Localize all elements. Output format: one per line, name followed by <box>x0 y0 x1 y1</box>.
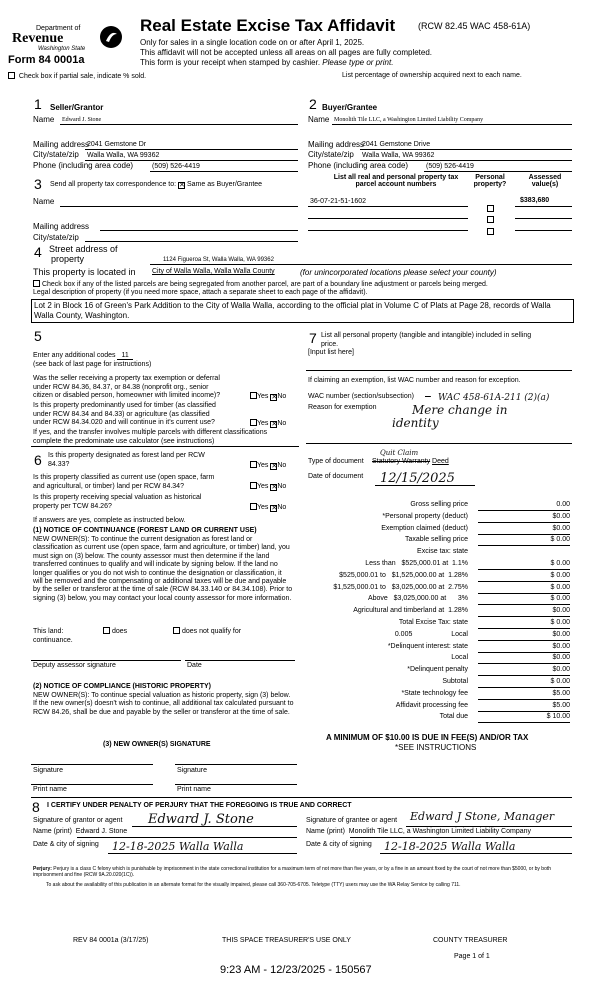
treasurer-use: THIS SPACE TREASURER'S USE ONLY <box>222 937 351 944</box>
uninc-note: (for unincorporated locations please select your county) <box>300 268 497 277</box>
q-exemption-answer: Yes ✕No <box>250 392 286 401</box>
corr-mail-label: Mailing address <box>33 222 90 231</box>
wac-struck <box>425 393 431 400</box>
land-does: does <box>103 627 127 635</box>
deputy-date-label: Date <box>187 662 202 669</box>
minimum-due-note: A MINIMUM OF $10.00 IS DUE IN FEE(S) AND/OR TAX <box>326 733 529 742</box>
notice-historic-text: NEW OWNER(S): To continue special valuation as historic property, sign (3) below. If the new owner(s) doesn't wish to continue, all additional tax calculated pursuant to RCW 84.26, shall be due and payable by the seller or transferor at the time of sale. <box>33 692 294 716</box>
legal-description-field[interactable]: Lot 2 in Block 16 of Green's Park Addition to the City of Walla Walla, according to the official plat in Volume C of Plats at Page 28, records of Walla Walla County, Washington. <box>31 299 574 323</box>
certify-text: I CERTIFY UNDER PENALTY OF PERJURY THAT THE FOREGOING IS TRUE AND CORRECT <box>47 802 352 809</box>
codes-note: (see back of last page for instructions) <box>33 361 152 368</box>
reason-field[interactable]: Mere change in identity <box>392 403 508 430</box>
header-note3: This form is your receipt when stamped by cashier. Please type or print. <box>140 58 394 67</box>
seller-title: Seller/Grantor <box>50 103 104 112</box>
calc-row-value[interactable]: $0.00 <box>478 666 570 676</box>
calc-row-label: *Delinquent interest: state <box>387 642 468 650</box>
personal-col-header: Personal property? <box>473 174 507 188</box>
exemption-note: If claiming an exemption, list WAC number and reason for exception. <box>308 377 521 384</box>
calc-row-label: Local <box>451 654 468 662</box>
calc-row-value[interactable]: $ 0.00 <box>478 536 570 546</box>
deputy-sig-label: Deputy assessor signature <box>33 662 116 669</box>
q-timber: Is this property predominantly used for timber (as classified under RCW 84.34 and 84.33) or agriculture (as classified under RCW 84.34.020 and will continue in it's current use? <box>33 402 216 426</box>
land-does-not: does not qualify for <box>173 627 241 635</box>
legal-label: Legal description of property (if you need more space, attach a separate sheet to each page of the affidavit). <box>33 289 368 296</box>
partial-sale-checkbox[interactable] <box>8 72 15 79</box>
corr-name-label: Name <box>33 197 55 206</box>
calc-row-label: Exemption claimed (deduct) <box>381 524 468 532</box>
calc-row-value[interactable]: $0.00 <box>478 654 570 664</box>
additional-codes: Enter any additional codes 11 <box>33 352 133 359</box>
parcel-number-field[interactable]: 36-07-21-51-1602 <box>310 198 367 205</box>
grantor-signature[interactable]: Edward J. Stone <box>148 812 254 827</box>
calc-row <box>300 607 570 618</box>
seller-city-field[interactable]: Walla Walla, WA 99362 <box>87 152 160 159</box>
grantee-sig-label: Signature of grantee or agent <box>306 817 398 824</box>
segregation-checkbox[interactable] <box>33 280 40 287</box>
calc-row <box>300 548 570 559</box>
personal-property-input[interactable]: [Input list here] <box>308 349 354 356</box>
calc-row <box>300 631 570 642</box>
calc-row-label: Excise tax: state <box>417 548 468 556</box>
owner-sig-label-2: Signature <box>177 767 207 774</box>
grantor-name-field[interactable]: Edward J. Stone <box>75 828 128 835</box>
land-does-not-checkbox[interactable] <box>173 627 180 634</box>
partial-sale: Check box if partial sale, indicate % sold. <box>8 72 146 80</box>
grantee-date-field[interactable]: 12-18-2025 Walla Walla <box>384 840 516 853</box>
seller-mail-label: Mailing address <box>33 140 90 149</box>
doc-type-field[interactable]: Statutory Warranty Deed <box>372 458 449 465</box>
grantee-signature[interactable]: Edward J Stone, Manager <box>410 810 555 823</box>
calc-row-value[interactable]: $0.00 <box>478 525 570 535</box>
calc-row-value[interactable]: $ 0.00 <box>478 584 570 594</box>
grantor-sig-label: Signature of grantor or agent <box>33 817 123 824</box>
calc-row-value[interactable]: $ 0.00 <box>478 595 570 605</box>
personal-property-text: List all personal property (tangible and intangible) included in selling price. <box>321 332 532 348</box>
buyer-city-label: City/state/zip <box>308 150 354 159</box>
owner-sig-label-1: Signature <box>33 767 63 774</box>
q-forest-answer: Yes ✕No <box>250 461 286 470</box>
calc-row <box>300 666 570 677</box>
calc-row-value[interactable]: $0.00 <box>478 513 570 523</box>
buyer-title: Buyer/Grantee <box>322 103 378 112</box>
personal-checkbox-3[interactable] <box>487 228 494 235</box>
calc-row-value[interactable] <box>478 548 570 557</box>
calc-row-value[interactable]: $0.00 <box>478 643 570 653</box>
buyer-mail-field[interactable]: 2041 Gemstone Drive <box>362 141 431 148</box>
buyer-name-label: Name <box>308 115 330 124</box>
owner-print-label-1: Print name <box>33 786 67 793</box>
calc-row-label: $525,000.01 to $1,525,000.00 at 1.28% <box>339 571 468 579</box>
q1-no-checkbox[interactable]: ✕ <box>271 394 278 401</box>
q2-no-checkbox[interactable]: ✕ <box>271 421 278 428</box>
calc-row-value[interactable]: $5.00 <box>478 702 570 712</box>
calc-row <box>300 713 570 724</box>
owner-print-label-2: Print name <box>177 786 211 793</box>
calc-row <box>300 584 570 595</box>
q-current-use: Is this property classified as current use (open space, farm and agricultural, or timber) land per RCW 84.34? <box>33 474 215 490</box>
corr-city-label: City/state/zip <box>33 233 79 242</box>
calc-row <box>300 643 570 654</box>
wa-logo-icon <box>100 26 122 48</box>
parcel-col-header: List all real and personal property tax parcel account numbers <box>333 174 459 188</box>
calc-row <box>300 702 570 713</box>
codes-field[interactable]: 11 <box>117 352 132 360</box>
doc-date-label: Date of document <box>308 473 364 480</box>
located-label: This property is located in <box>33 267 136 277</box>
calc-row-label: $1,525,000.01 to $3,025,000.00 at 2.75% <box>333 583 468 591</box>
calc-row-label: Gross selling price <box>410 501 468 508</box>
form-title: Real Estate Excise Tax Affidavit <box>140 16 396 35</box>
section-1-number: 1 <box>34 96 42 112</box>
q4-no-checkbox[interactable]: ✕ <box>271 484 278 491</box>
perjury-note: Perjury: Perjury is a class C felony which is punishable by imprisonment in the state correctional institution for a maximum term of not more than five years, or by a fine in an amount fixed by the court of not more than $5000, or by both imprisonment and fine (RCW 9A.20.020(1C)). <box>33 866 552 878</box>
seller-phone-field[interactable]: (509) 526-4419 <box>152 163 200 170</box>
calc-row-value[interactable]: $ 10.00 <box>478 713 570 723</box>
calc-row-value[interactable]: $0.00 <box>478 607 570 617</box>
calc-row-value[interactable]: $ 0.00 <box>478 560 570 570</box>
street-label: Street address of property <box>49 244 118 264</box>
doc-date-field[interactable]: 12/15/2025 <box>380 471 455 486</box>
calc-row-label: *State technology fee <box>401 689 468 697</box>
q-current-use-answer: Yes ✕No <box>250 482 286 491</box>
section-4-number: 4 <box>34 244 42 260</box>
calc-row <box>300 525 570 536</box>
calc-row-label: Total due <box>439 713 468 721</box>
calc-row <box>300 513 570 524</box>
calc-row <box>300 619 570 630</box>
buyer-name-field[interactable]: Monolith Tile LLC, a Washington Limited Liability Company <box>334 117 484 123</box>
q-historic-answer: Yes ✕No <box>250 503 286 512</box>
rev-number: REV 84 0001a (3/17/25) <box>73 937 149 944</box>
buyer-phone-field[interactable]: (509) 526-4419 <box>426 163 474 170</box>
header-note2: This affidavit will not be accepted unless all areas on all pages are fully completed. <box>140 48 433 57</box>
county-treasurer: COUNTY TREASURER <box>433 937 508 944</box>
dept-logo-text: Revenue <box>12 31 64 46</box>
calc-row-label: Taxable selling price <box>404 536 468 544</box>
q3-yes-checkbox[interactable] <box>250 461 257 468</box>
q5-no-checkbox[interactable]: ✕ <box>271 505 278 512</box>
q1-yes-checkbox[interactable] <box>250 392 257 399</box>
calc-row <box>300 654 570 665</box>
section-7-number: 7 <box>309 330 317 346</box>
this-land: This land: continuance. <box>33 628 73 644</box>
q4-yes-checkbox[interactable] <box>250 482 257 489</box>
q-exemption: Was the seller receiving a property tax exemption or deferral under RCW 84.36, 84.37, or 84.38 (nonprofit org., senior citizen or disabled person, homeowner with limited income)? <box>33 375 221 399</box>
grantee-name-field[interactable]: Monolith Tile LLC, a Washington Limited Liability Company <box>348 828 532 835</box>
grantor-date-field[interactable]: 12-18-2025 Walla Walla <box>112 840 244 853</box>
calc-row-value[interactable]: $5.00 <box>478 690 570 700</box>
calc-row <box>300 690 570 701</box>
tax-calc-table <box>300 501 570 726</box>
calc-row-label: Affidavit processing fee <box>395 701 468 709</box>
seller-name-label: Name <box>33 115 55 124</box>
notice-historic-title: (2) NOTICE OF COMPLIANCE (HISTORIC PROPERTY) <box>33 683 211 690</box>
wac-number-field[interactable]: WAC 458-61A-211 (2)(a) <box>438 393 550 403</box>
calc-row-value[interactable]: $ 0.00 <box>478 678 570 688</box>
grantor-name-label: Name (print) Edward J. Stone <box>33 828 128 835</box>
q-multiple-parcels: If yes, and the transfer involves multiple parcels with different classifications complete the predominate use calculator (see instructions) <box>33 429 268 445</box>
dept-line1: Department of <box>36 25 81 32</box>
notice-continuance-text: NEW OWNER(S): To continue the current designation as forest land or classification as current use (open space, farm and agriculture, or timber) land, you must sign on (3) below. The county assessor must then determine if the land transferred continues to qualify and will indicate by signing below. If the land no longer qualifies or you do not wish to continue the designation or classification, it will be removed and the compensating or additional taxes will be due and payable by the seller or transferor at the time of sale (RCW 84.33.140 or 84.34.108). Prior to signing (3) below, you may contact your local county assessor for more information. <box>33 536 293 602</box>
buyer-mail-label: Mailing address <box>308 140 365 149</box>
page-number: Page 1 of 1 <box>454 953 490 960</box>
section-2-number: 2 <box>309 96 317 112</box>
seller-city-label: City/state/zip <box>33 150 79 159</box>
calc-row <box>300 501 570 512</box>
section-6-number: 6 <box>34 452 42 468</box>
treasurer-stamp: 9:23 AM - 12/23/2025 - 150567 <box>220 964 372 976</box>
assessed-col-header: Assessed value(s) <box>528 174 562 188</box>
calc-row-value[interactable]: $ 0.00 <box>478 572 570 582</box>
doc-type-label: Type of document <box>308 458 364 465</box>
alt-format-note: To ask about the availability of this publication in an alternate format for the visually impaired, please call 360-705-6705. Teletype (TTY) users may use the WA Relay Service by calling 711. <box>46 882 461 888</box>
calc-row <box>300 572 570 583</box>
calc-row-value[interactable]: $ 0.00 <box>478 619 570 629</box>
location-select[interactable]: City of Walla Walla, Walla Walla County <box>152 268 275 275</box>
calc-row-label: 0.005 Local <box>394 630 468 638</box>
q2-yes-checkbox[interactable] <box>250 419 257 426</box>
doc-type-correction: Quit Claim <box>380 449 419 457</box>
calc-row-value[interactable]: $0.00 <box>478 631 570 641</box>
segregation-note: Check box if any of the listed parcels are being segregated from another parcel, are part of a boundary line adjustment or parcels being merged. <box>33 280 578 288</box>
form-number: Form 84 0001a <box>8 54 85 66</box>
land-does-checkbox[interactable] <box>103 627 110 634</box>
grantee-name-label: Name (print) Monolith Tile LLC, a Washington Limited Liability Company <box>306 828 532 835</box>
rcw-reference: (RCW 82.45 WAC 458-61A) <box>418 21 531 31</box>
same-as-buyer-checkbox[interactable]: ✕ <box>179 182 185 189</box>
header-note1: Only for sales in a single location code on or after April 1, 2025. <box>140 38 365 47</box>
section-3-number: 3 <box>34 176 42 192</box>
q-historic: Is this property receiving special valuation as historical property per TCW 84.26? <box>33 494 202 510</box>
answers-note: If answers are yes, complete as instructed below. <box>33 517 186 524</box>
calc-row-label: *Personal property (deduct) <box>382 512 468 520</box>
section-5-number: 5 <box>34 328 42 344</box>
dor-logo <box>8 20 128 70</box>
calc-row-label: Agricultural and timberland at 1.28% <box>353 607 468 615</box>
q5-yes-checkbox[interactable] <box>250 503 257 510</box>
grantor-date-label: Date & city of signing <box>33 841 99 848</box>
calc-row <box>300 560 570 571</box>
calc-row <box>300 678 570 689</box>
buyer-city-field[interactable]: Walla Walla, WA 99362 <box>362 152 435 159</box>
calc-row-value[interactable]: 0.00 <box>478 501 570 511</box>
seller-phone-label: Phone (including area code) <box>33 161 134 170</box>
calc-row <box>300 536 570 547</box>
assessed-value-field[interactable]: $383,680 <box>520 197 550 204</box>
buyer-phone-label: Phone (including area code) <box>308 161 409 170</box>
seller-name-field[interactable]: Edward J. Stone <box>62 117 102 123</box>
calc-row-label: Above $3,025,000.00 at 3% <box>367 595 468 603</box>
q-timber-answer: Yes ✕No <box>250 419 286 428</box>
street-address-field[interactable]: 1124 Figueroa St, Walla Walla, WA 99362 <box>163 257 274 263</box>
calc-row-label: *Delinquent penalty <box>407 666 468 674</box>
reason-label: Reason for exemption <box>308 404 377 411</box>
see-instructions: *SEE INSTRUCTIONS <box>395 743 477 752</box>
correspondence-text: Send all property tax correspondence to: ✕ Same as Buyer/Grantee <box>50 181 263 189</box>
calc-row-label: Less than $525,000.01 at 1.1% <box>365 560 468 567</box>
section-8-number: 8 <box>32 799 40 815</box>
seller-mail-field[interactable]: 2041 Gemstone Dr <box>87 141 147 148</box>
calc-row-label: Subtotal <box>442 678 468 685</box>
notice-continuance-title: (1) NOTICE OF CONTINUANCE (FOREST LAND OR CURRENT USE) <box>33 527 257 534</box>
new-owner-sig-title: (3) NEW OWNER(S) SIGNATURE <box>103 741 211 748</box>
wac-label: WAC number (section/subsection) <box>308 393 414 400</box>
dept-line2: Washington State <box>38 46 86 52</box>
pct-ownership-note: List percentage of ownership acquired next to each name. <box>342 72 522 79</box>
grantee-date-label: Date & city of signing <box>306 841 372 848</box>
calc-row-label: Total Excise Tax: state <box>398 619 468 626</box>
calc-row <box>300 595 570 606</box>
q3-no-checkbox[interactable]: ✕ <box>271 463 278 470</box>
q-forest: Is this property designated as forest land per RCW 84.33? <box>48 452 205 468</box>
